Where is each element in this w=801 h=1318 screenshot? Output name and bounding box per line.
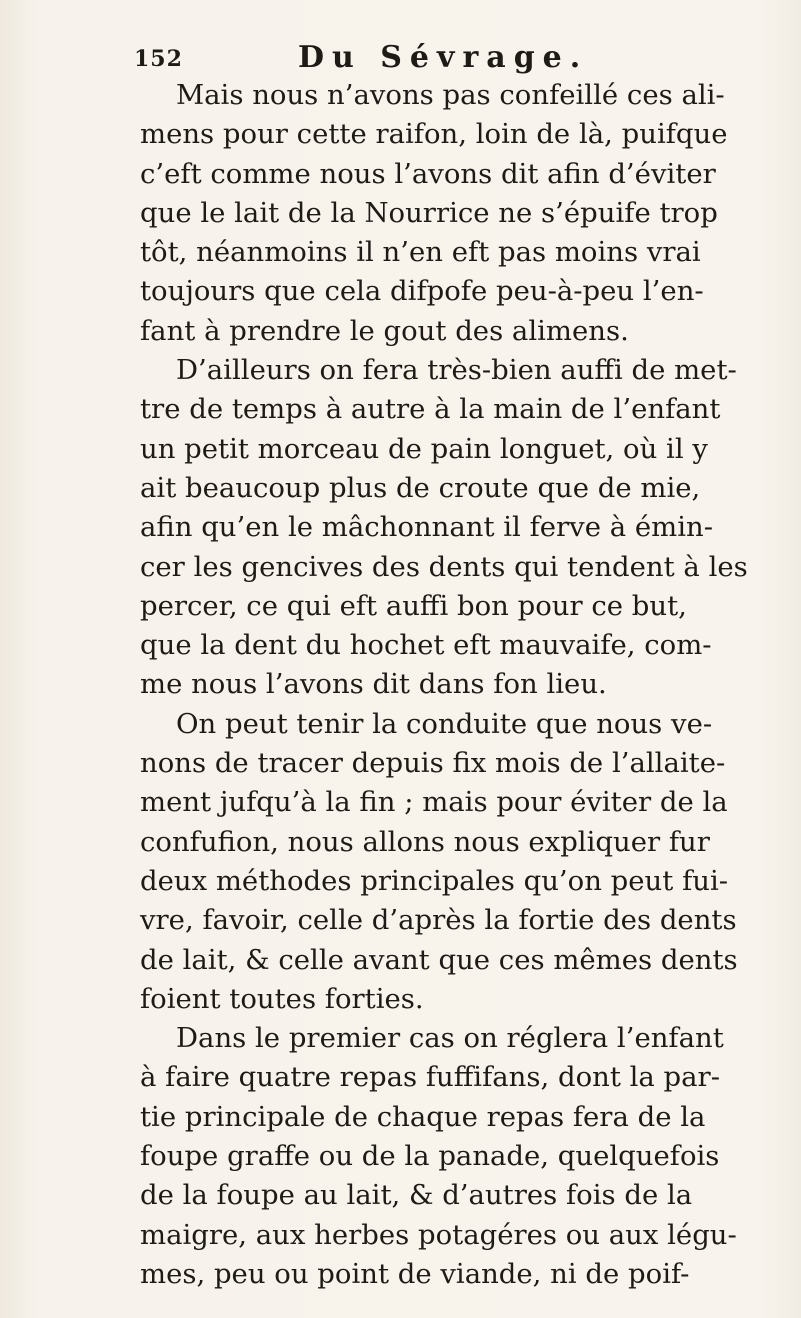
text-line: foupe graffe ou de la panade, quelquefois	[140, 1140, 720, 1173]
page-number: 152	[134, 46, 183, 72]
text-line: D’ailleurs on fera très-bien auffi de met-	[176, 354, 737, 387]
text-line: maigre, aux herbes potagéres ou aux légu-	[140, 1218, 737, 1251]
running-head	[134, 40, 744, 80]
text-line: confufion, nous allons nous expliquer fur	[140, 825, 710, 858]
body-text	[140, 76, 765, 1294]
text-line: vre, favoir, celle d’après la fortie des dents	[140, 904, 737, 937]
text-line: percer, ce qui eft auffi bon pour ce but,	[140, 589, 687, 622]
text-line: ait beaucoup plus de croute que de mie,	[140, 471, 701, 504]
text-line: fant à prendre le gout des alimens.	[140, 314, 629, 347]
text-line: un petit morceau de pain longuet, où il y	[140, 432, 708, 465]
text-line: mens pour cette raifon, loin de là, puifque	[140, 118, 728, 151]
text-line: que le lait de la Nourrice ne s’épuife trop	[140, 196, 718, 229]
text-line: Dans le premier cas on réglera l’enfant	[176, 1022, 724, 1055]
text-line: nons de tracer depuis fix mois de l’allaite-	[140, 747, 726, 780]
text-line: tre de temps à autre à la main de l’enfant	[140, 393, 721, 426]
text-line: me nous l’avons dit dans fon lieu.	[140, 668, 607, 701]
text-line: de lait, & celle avant que ces mêmes dents	[140, 943, 738, 976]
text-line: afin qu’en le mâchonnant il ferve à émin-	[140, 511, 714, 544]
text-line: que la dent du hochet eft mauvaife, com-	[140, 629, 712, 662]
text-line: deux méthodes principales qu’on peut fui-	[140, 864, 729, 897]
text-line: c’eft comme nous l’avons dit afin d’éviter	[140, 157, 716, 190]
text-line: Mais nous n’avons pas confeillé ces ali-	[176, 79, 725, 111]
running-title: Du Sévrage.	[298, 40, 589, 75]
text-line: à faire quatre repas fuffifans, dont la par-	[140, 1061, 720, 1094]
text-line: de la foupe au lait, & d’autres fois de la	[140, 1179, 693, 1212]
text-line: tie principale de chaque repas fera de la	[140, 1100, 706, 1133]
text-line: ment jufqu’à la fin ; mais pour éviter de la	[140, 786, 728, 819]
text-line: toujours que cela difpofe peu-à-peu l’en-	[140, 275, 704, 308]
text-line: cer les gencives des dents qui tendent à les	[140, 550, 748, 583]
text-line: mes, peu ou point de viande, ni de poif-	[140, 1257, 690, 1290]
text-line: tôt, néanmoins il n’en eft pas moins vrai	[140, 236, 701, 269]
text-line: foient toutes forties.	[140, 982, 424, 1015]
text-line: On peut tenir la conduite que nous ve-	[176, 707, 713, 740]
